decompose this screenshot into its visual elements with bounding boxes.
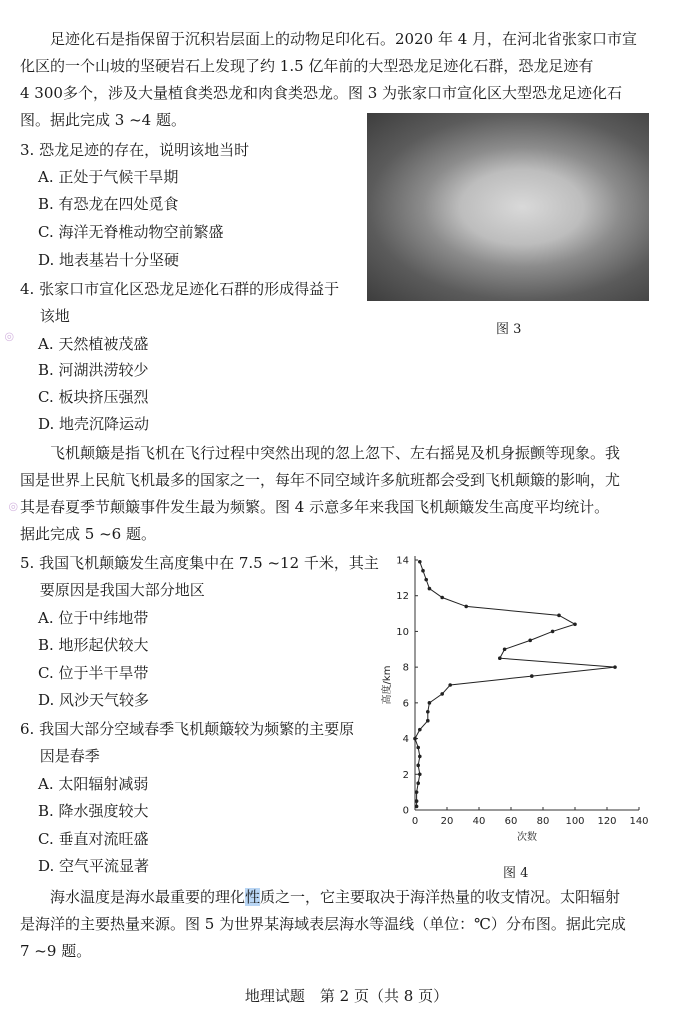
data-point	[424, 578, 428, 582]
data-point	[573, 622, 577, 626]
q4-option-a: A. 天然植被茂盛	[38, 335, 149, 353]
q3-option-a: A. 正处于气候干旱期	[38, 168, 179, 186]
y-tick-label: 0	[402, 805, 409, 817]
intro1-line1: 足迹化石是指保留于沉积岩层面上的动物足印化石。2020 年 4 月，在河北省张家口市宣	[20, 30, 638, 48]
intro1-line3: 4 300多个，涉及大量植食类恐龙和肉食类恐龙。图 3 为张家口市宣化区大型恐龙足迹化石	[20, 84, 623, 102]
x-tick-label: 120	[597, 816, 617, 827]
data-point	[528, 639, 532, 643]
x-tick-label: 80	[536, 816, 550, 827]
y-tick-label: 4	[402, 734, 409, 746]
y-tick-label: 2	[402, 769, 409, 781]
intro3-line1	[20, 884, 620, 911]
q4-option-c: C. 板块挤压强烈	[38, 388, 149, 406]
data-point	[426, 719, 430, 723]
q5-option-d: D. 风沙天气较多	[38, 691, 150, 709]
intro2-line3: 其是春夏季节颠簸事件发生最为频繁。图 4 示意多年来我国飞机颠簸发生高度平均统计。	[20, 498, 610, 516]
intro3-line1-a: 海水温度是海水最重要的理化	[20, 888, 246, 906]
question-5-cont: 要原因是我国大部分地区	[20, 581, 205, 599]
data-point	[428, 701, 432, 705]
x-axis-title: 次数	[517, 832, 537, 843]
x-tick-label: 20	[440, 816, 454, 827]
data-point	[530, 674, 534, 678]
y-tick-label: 8	[402, 662, 409, 674]
data-point	[413, 737, 417, 741]
intro1-line2: 化区的一个山坡的坚硬岩石上发现了约 1.5 亿年前的大型恐龙足迹化石群，恐龙足迹有	[20, 57, 594, 75]
x-tick-label: 140	[629, 816, 649, 827]
data-point	[428, 587, 432, 591]
q3-option-d: D. 地表基岩十分坚硬	[38, 251, 180, 269]
q5-option-c: C. 位于半干旱带	[38, 664, 149, 682]
series-line	[415, 562, 615, 807]
data-point	[464, 605, 468, 609]
data-point	[613, 665, 617, 669]
q6-option-d: D. 空气平流显著	[38, 857, 150, 875]
x-tick-label: 40	[472, 816, 486, 827]
data-point	[416, 764, 420, 768]
q5-option-a: A. 位于中纬地带	[38, 609, 149, 627]
dinosaur-footprint-photo	[367, 113, 649, 301]
data-point	[498, 656, 502, 660]
data-point	[416, 746, 420, 750]
intro2-line2: 国是世界上民航飞机最多的国家之一，每年不同空域许多航班都会受到飞机颠簸的影响，尤	[20, 471, 621, 489]
highlighted-char: 性	[245, 888, 261, 906]
data-point	[415, 805, 419, 809]
question-4: 4. 张家口市宣化区恐龙足迹化石群的形成得益于	[20, 280, 340, 298]
y-axis-title: 高度/km	[382, 665, 393, 705]
data-point	[418, 728, 422, 732]
data-point	[418, 560, 422, 564]
figure4-caption: 图 4	[503, 866, 529, 881]
question-6: 6. 我国大部分空域春季飞机颠簸较为频繁的主要原	[20, 720, 355, 738]
y-tick-label: 14	[396, 555, 409, 567]
q6-option-a: A. 太阳辐射减弱	[38, 775, 149, 793]
question-3: 3. 恐龙足迹的存在，说明该地当时	[20, 141, 250, 159]
page-footer: 地理试题 第 2 页（共 8 页）	[244, 987, 449, 1005]
data-point	[426, 710, 430, 714]
x-tick-label: 100	[565, 816, 585, 827]
data-point	[440, 692, 444, 696]
question-5: 5. 我国飞机颠簸发生高度集中在 7.5 ~12 千米，其主	[20, 554, 379, 572]
data-point	[415, 799, 419, 803]
q3-option-c: C. 海洋无脊椎动物空前繁盛	[38, 223, 224, 241]
data-point	[416, 781, 420, 785]
x-tick-label: 60	[504, 816, 518, 827]
data-point	[557, 614, 561, 618]
intro1-line4: 图。据此完成 3 ~4 题。	[20, 111, 186, 129]
data-point	[418, 755, 422, 759]
data-point	[503, 647, 507, 651]
intro2-line4: 据此完成 5 ~6 题。	[20, 525, 156, 543]
intro2-line1: 飞机颠簸是指飞机在飞行过程中突然出现的忽上忽下、左右摇晃及机身振颤等现象。我	[20, 444, 621, 462]
q6-option-b: B. 降水强度较大	[38, 802, 149, 820]
watermark-stamp: ◎	[4, 498, 21, 515]
q6-option-c: C. 垂直对流旺盛	[38, 830, 149, 848]
data-point	[421, 569, 425, 573]
data-point	[440, 596, 444, 600]
data-point	[418, 772, 422, 776]
y-tick-label: 6	[402, 698, 409, 710]
q5-option-b: B. 地形起伏较大	[38, 636, 149, 654]
intro3-line1-b: 质之一，它主要取决于海洋热量的收支情况。太阳辐射	[260, 888, 621, 906]
intro3-line2: 是海洋的主要热量来源。图 5 为世界某海域表层海水等温线（单位：℃）分布图。据此完成	[20, 915, 626, 933]
figure3-caption: 图 3	[496, 322, 522, 337]
intro3-line3: 7 ~9 题。	[20, 942, 92, 960]
data-point	[448, 683, 452, 687]
question-6-cont: 因是春季	[20, 747, 100, 765]
question-4-cont: 该地	[20, 307, 70, 325]
q4-option-d: D. 地壳沉降运动	[38, 415, 150, 433]
y-tick-label: 10	[396, 626, 409, 638]
data-point	[551, 630, 555, 634]
q4-option-b: B. 河湖洪涝较少	[38, 361, 149, 379]
y-tick-label: 12	[396, 591, 409, 603]
turbulence-height-chart	[384, 548, 654, 844]
x-tick-label: 0	[411, 816, 419, 827]
watermark-stamp: ◎	[0, 328, 17, 345]
data-point	[415, 790, 419, 794]
q3-option-b: B. 有恐龙在四处觅食	[38, 195, 179, 213]
